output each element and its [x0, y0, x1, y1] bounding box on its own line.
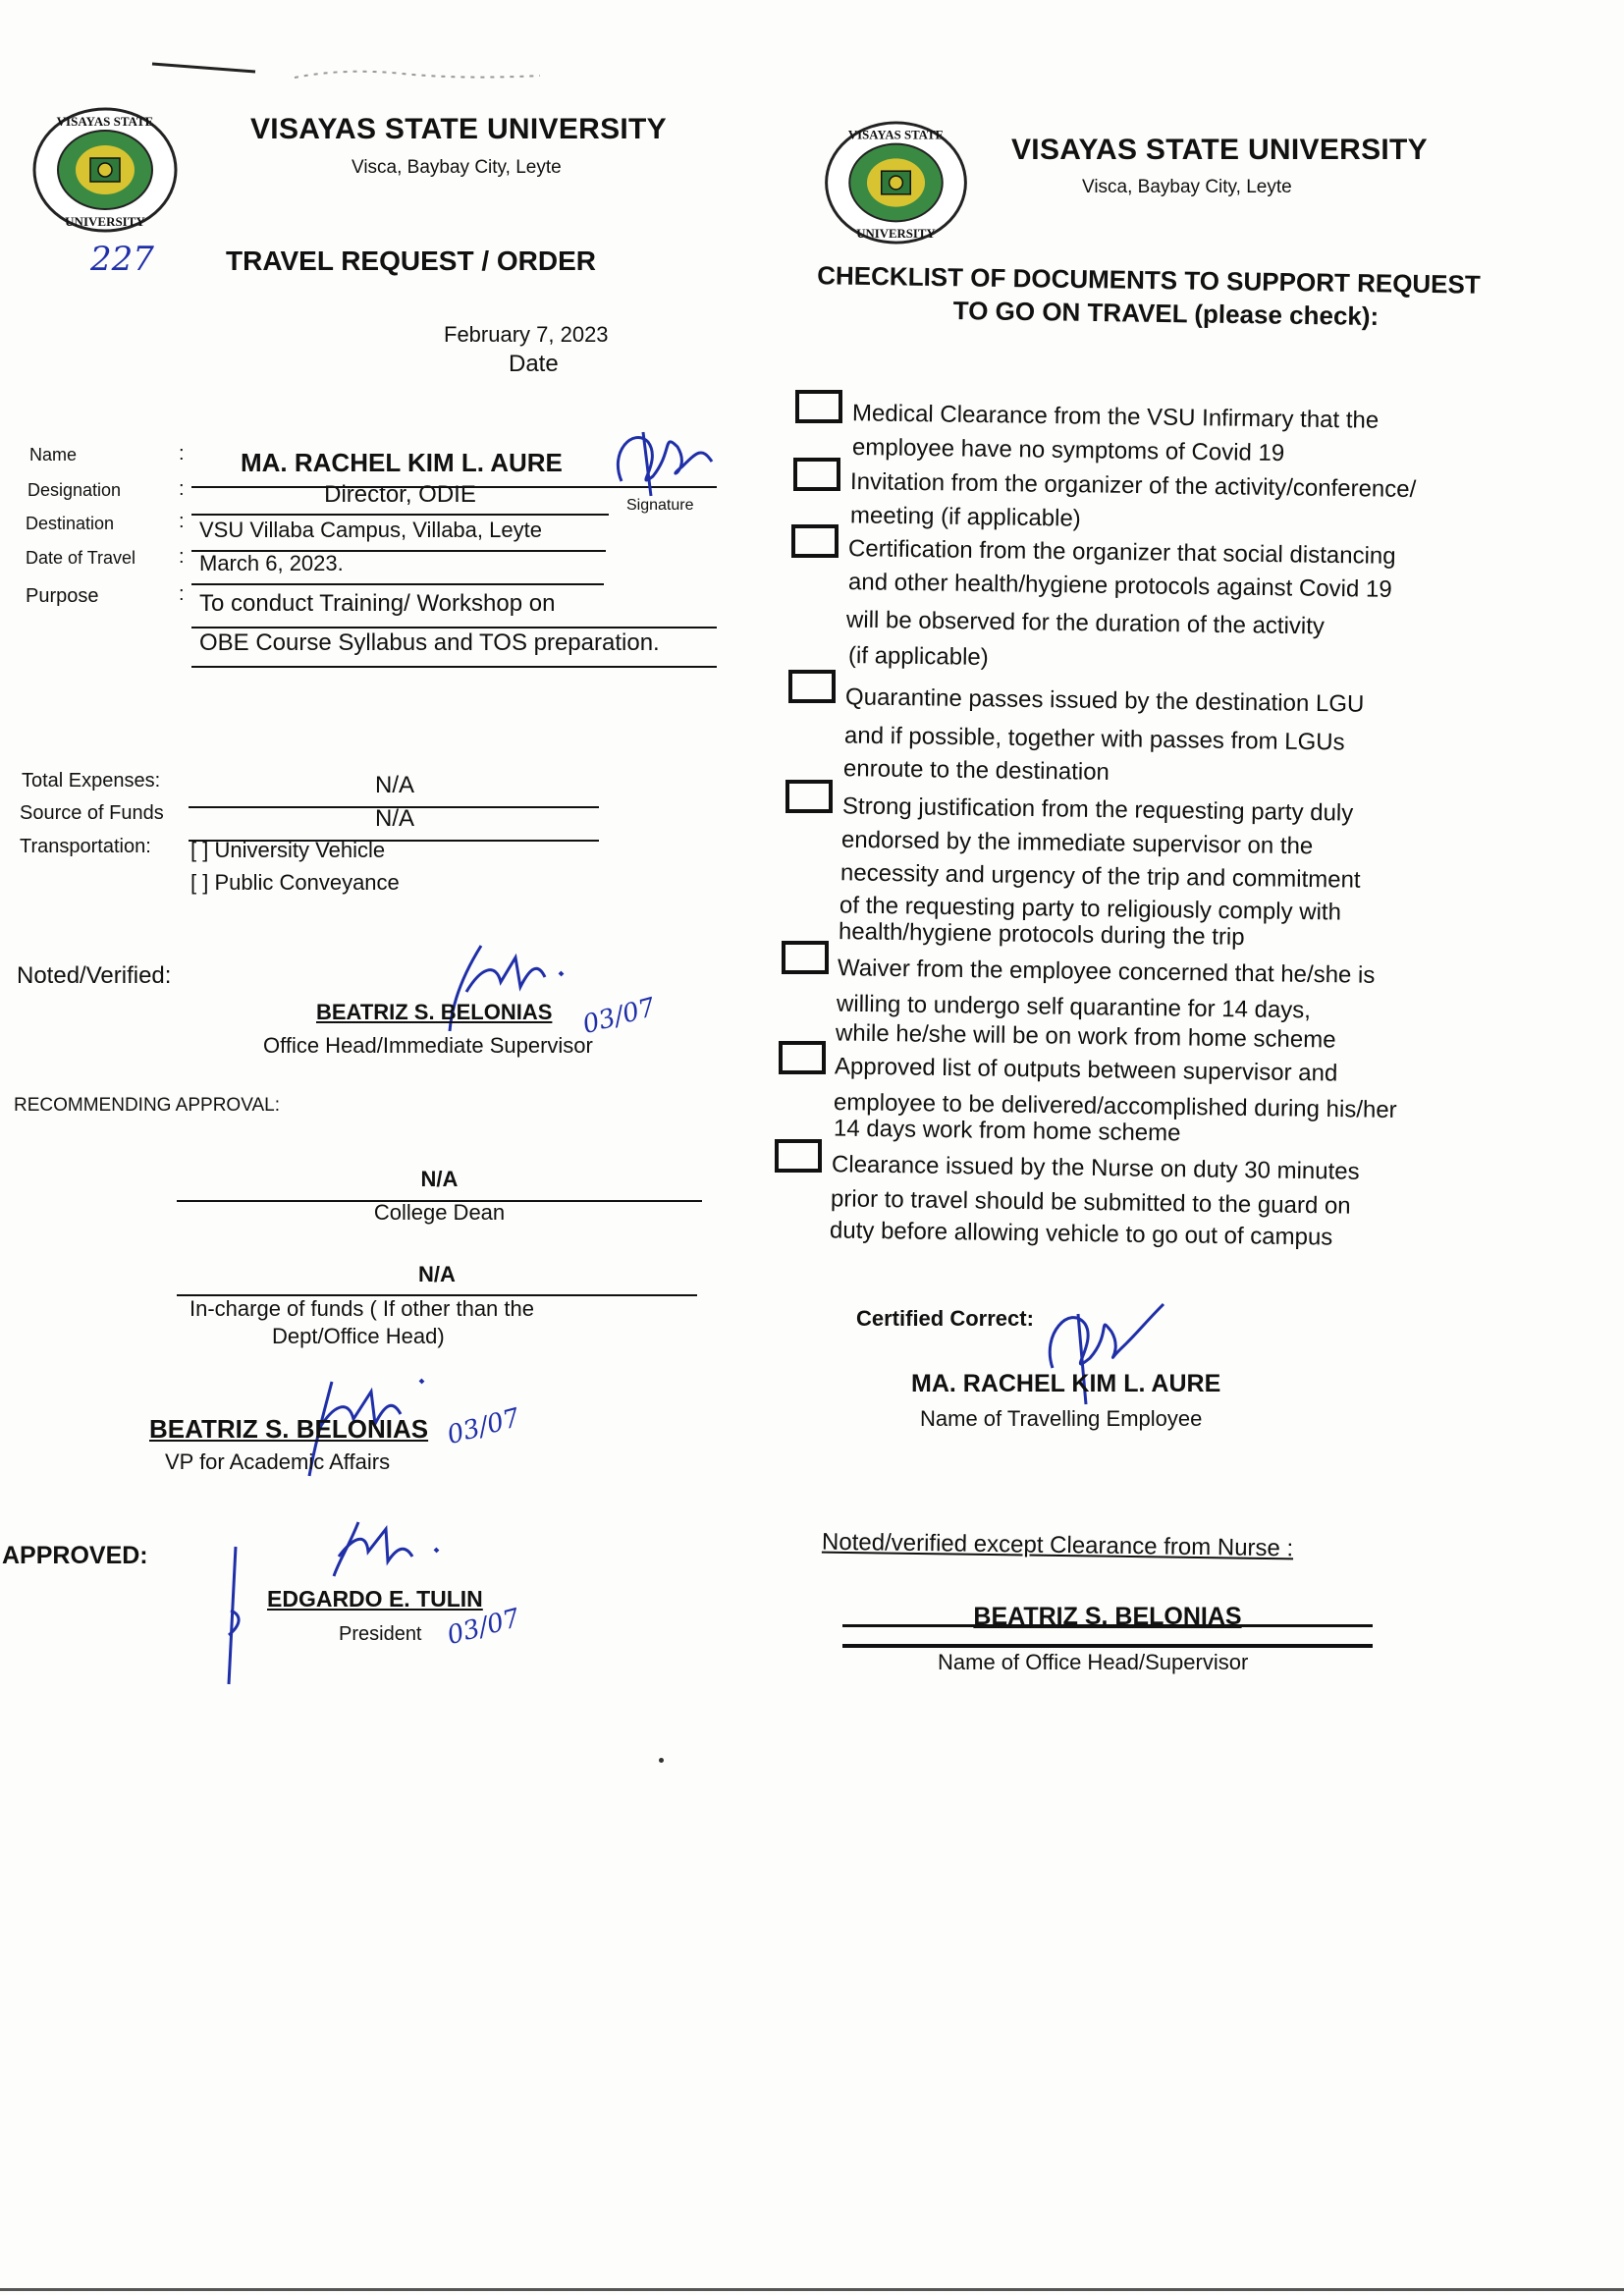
designation-label: Designation	[27, 480, 122, 500]
transportation-label: Transportation:	[20, 836, 151, 857]
university-name-left: VISAYAS STATE UNIVERSITY	[250, 113, 667, 145]
president-name: EDGARDO E. TULIN	[267, 1586, 483, 1612]
checkbox-approved-outputs[interactable]	[779, 1041, 826, 1074]
checklist-item-5-line-3: necessity and urgency of the trip and commitment	[839, 859, 1361, 894]
checklist-item-5-line-4: of the requesting party to religiously comply with	[839, 892, 1342, 926]
destination-value: VSU Villaba Campus, Villaba, Leyte	[199, 518, 542, 542]
colon-purpose: :	[179, 583, 185, 605]
vp-name: BEATRIZ S. BELONIAS	[149, 1414, 429, 1444]
employee-signature-1	[604, 422, 722, 501]
date-value: February 7, 2023	[444, 322, 609, 347]
checklist-item-4-line-3: enroute to the destination	[842, 755, 1110, 786]
checklist-item-7-line-3: 14 days work from home scheme	[833, 1115, 1181, 1147]
checkbox-justification[interactable]	[785, 780, 833, 813]
checklist-item-2-line-2: meeting (if applicable)	[849, 502, 1081, 532]
supervisor-title: Name of Office Head/Supervisor	[938, 1650, 1249, 1674]
form-title: TRAVEL REQUEST / ORDER	[226, 246, 597, 276]
stray-pen-mark	[147, 54, 560, 93]
purpose-underline-2	[191, 666, 717, 668]
purpose-line-2: OBE Course Syllabus and TOS preparation.	[199, 629, 660, 656]
recommending-approval-label: RECOMMENDING APPROVAL:	[14, 1095, 280, 1116]
checklist-item-3-line-2: and other health/hygiene protocols against Covid 19	[847, 569, 1392, 603]
checklist-item-6-line-3: while he/she will be on work from home scheme	[835, 1019, 1336, 1054]
funds-title-line-2: Dept/Office Head)	[272, 1324, 445, 1348]
purpose-line-1: To conduct Training/ Workshop on	[199, 590, 556, 617]
noted-verified-label: Noted/Verified:	[17, 962, 172, 989]
checklist-item-3-line-4: (if applicable)	[847, 642, 989, 671]
checklist-item-2-line-1: Invitation from the organizer of the activity/conference/	[849, 467, 1417, 504]
checklist-item-8-line-3: duty before allowing vehicle to go out of campus	[829, 1217, 1333, 1251]
checklist-item-5-line-5: health/hygiene protocols during the trip	[838, 918, 1245, 951]
destination-label: Destination	[26, 514, 115, 533]
date-of-travel-value: March 6, 2023.	[199, 551, 344, 575]
source-of-funds-label: Source of Funds	[20, 802, 164, 824]
colon-destination: :	[179, 511, 185, 532]
supervisor-name: BEATRIZ S. BELONIAS	[973, 1603, 1242, 1630]
handwritten-number: 227	[90, 240, 154, 279]
date-label: Date	[509, 351, 559, 377]
checklist-item-8-line-1: Clearance issued by the Nurse on duty 30 minutes	[831, 1151, 1360, 1185]
checklist-item-3-line-3: will be observed for the duration of the activity	[845, 606, 1326, 640]
employee-name: MA. RACHEL KIM L. AURE	[911, 1370, 1221, 1397]
university-address-right: Visca, Baybay City, Leyte	[1082, 177, 1292, 197]
checklist-item-5-line-2: endorsed by the immediate supervisor on the	[840, 826, 1314, 860]
noted-name: BEATRIZ S. BELONIAS	[316, 1000, 553, 1024]
checklist-item-3-line-1: Certification from the organizer that social distancing	[847, 535, 1396, 570]
name-value: MA. RACHEL KIM L. AURE	[241, 448, 563, 477]
noted-date: 03/07	[579, 992, 659, 1041]
vp-date: 03/07	[444, 1402, 523, 1451]
checkbox-invitation[interactable]	[793, 458, 840, 491]
president-title: President	[339, 1623, 422, 1645]
checklist-title-line-1: CHECKLIST OF DOCUMENTS TO SUPPORT REQUEST	[817, 260, 1481, 300]
signature-label: Signature	[626, 497, 694, 514]
source-of-funds-value: N/A	[374, 805, 414, 832]
svg-text:VISAYAS STATE: VISAYAS STATE	[847, 128, 945, 142]
colon-designation: :	[179, 478, 185, 500]
designation-underline	[191, 514, 609, 516]
checklist-item-6-line-1: Waiver from the employee concerned that he/she is	[837, 955, 1376, 989]
checklist-item-4-line-2: and if possible, together with passes from LGUs	[843, 722, 1345, 756]
checklist-item-6-line-2: willing to undergo self quarantine for 14 days,	[836, 990, 1312, 1024]
total-expenses-label: Total Expenses:	[22, 770, 161, 792]
checkbox-medical-clearance[interactable]	[795, 390, 842, 423]
university-seal-left	[31, 106, 179, 234]
university-name-right: VISAYAS STATE UNIVERSITY	[1011, 134, 1428, 166]
designation-value: Director, ODIE	[324, 481, 476, 508]
total-expenses-value: N/A	[374, 772, 414, 798]
president-date: 03/07	[444, 1603, 523, 1652]
checklist-item-8-line-2: prior to travel should be submitted to the guard on	[830, 1185, 1351, 1220]
dean-value: N/A	[420, 1167, 459, 1191]
stray-dot	[659, 1758, 664, 1763]
svg-text:VISAYAS STATE: VISAYAS STATE	[56, 114, 154, 129]
date-of-travel-label: Date of Travel	[26, 548, 136, 568]
checklist-item-7-line-1: Approved list of outputs between supervisor and	[834, 1053, 1338, 1087]
checklist-item-1-line-2: employee have no symptoms of Covid 19	[851, 433, 1285, 467]
dean-title: College Dean	[373, 1200, 506, 1225]
transport-university-vehicle[interactable]: [ ] University Vehicle	[190, 838, 386, 862]
checkbox-certification[interactable]	[791, 524, 839, 558]
university-seal-right	[820, 120, 972, 246]
transport-public-conveyance[interactable]: [ ] Public Conveyance	[190, 870, 400, 895]
checkbox-quarantine-passes[interactable]	[788, 670, 836, 703]
svg-text:UNIVERSITY: UNIVERSITY	[65, 214, 145, 229]
funds-title-line-1: In-charge of funds ( If other than the	[189, 1296, 534, 1321]
colon-date-of-travel: :	[179, 546, 185, 568]
checklist-item-1-line-1: Medical Clearance from the VSU Infirmary that the	[851, 400, 1380, 434]
checkbox-nurse-clearance[interactable]	[775, 1139, 822, 1173]
purpose-label: Purpose	[26, 585, 99, 607]
colon-name: :	[179, 443, 185, 464]
certified-correct-label: Certified Correct:	[856, 1306, 1034, 1331]
funds-value: N/A	[418, 1262, 456, 1286]
svg-text:UNIVERSITY: UNIVERSITY	[856, 227, 936, 242]
checklist-title-line-2: TO GO ON TRAVEL (please check):	[952, 295, 1380, 332]
vp-title: VP for Academic Affairs	[165, 1449, 391, 1474]
supervisor-underline	[842, 1644, 1373, 1648]
purpose-underline-1	[191, 627, 717, 628]
university-address-left: Visca, Baybay City, Leyte	[352, 157, 562, 178]
date-of-travel-underline	[191, 583, 604, 585]
employee-title: Name of Travelling Employee	[920, 1406, 1203, 1431]
supervisor-signature-1	[422, 938, 677, 1046]
scan-bottom-edge	[0, 2288, 1624, 2291]
name-label: Name	[29, 445, 78, 464]
checkbox-waiver[interactable]	[782, 941, 829, 974]
checklist-item-7-line-2: employee to be delivered/accomplished during his/her	[833, 1088, 1397, 1124]
checklist-item-4-line-1: Quarantine passes issued by the destination LGU	[844, 683, 1365, 718]
noted-title: Office Head/Immediate Supervisor	[263, 1033, 593, 1058]
approved-label: APPROVED:	[2, 1542, 148, 1569]
noted-except-label: Noted/verified except Clearance from Nurse :	[821, 1528, 1294, 1562]
checklist-item-5-line-1: Strong justification from the requesting party duly	[841, 792, 1354, 827]
